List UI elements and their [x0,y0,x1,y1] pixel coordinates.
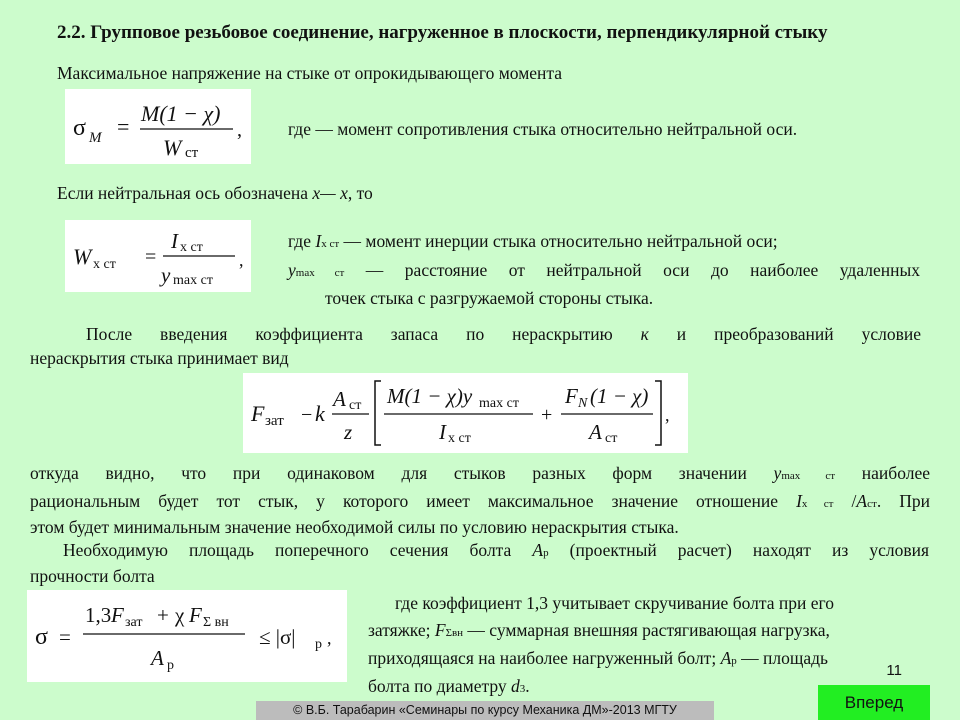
formula1-sigma-sub: M [89,130,102,146]
svg-text:+: + [541,404,553,426]
where-coefficient-line3: приходящаяся на наиболее нагруженный болт; Aр — площадь [368,648,829,668]
svg-text:р: р [315,637,322,652]
svg-text:max ст: max ст [479,396,519,411]
svg-text:y: y [161,263,171,287]
svg-text:F: F [565,384,578,408]
svg-text:x ст: x ст [93,257,116,272]
svg-text:A: A [333,387,346,411]
svg-text:р: р [167,658,174,673]
svg-text:=: = [59,625,71,649]
formula1-sigma: σ [73,115,86,141]
formula-section-modulus [65,220,251,292]
svg-text:k: k [315,401,325,426]
formula1-denominator-sub: ст [185,145,199,161]
svg-text:A: A [589,420,602,444]
svg-text:I: I [439,420,446,444]
svg-text:x ст: x ст [448,431,471,446]
conclusion-line1: откуда видно, что при одинаковом для стыков разных форм значении ymax ст наиболее [30,463,930,483]
svg-text:1,3: 1,3 [85,603,112,627]
svg-text:max ст: max ст [173,273,213,288]
svg-text:=: = [145,246,157,268]
conclusion-line3: этом будет минимальным значение необходимой силы по условию нераскрытия стыка. [30,517,679,537]
svg-text:I: I [171,229,178,253]
neutral-axis-text: Если нейтральная ось обозначена x— x, то [57,183,373,203]
where-section-modulus: где — момент сопротивления стыка относительно нейтральной оси. [288,119,798,139]
bolt-area-line2: прочности болта [30,566,155,586]
formula-max-stress [65,89,251,164]
where-inertia-line3: точек стыка с разгружаемой стороны стыка. [325,288,654,308]
where-coefficient-line1: где коэффициент 1,3 учитывает скручивание болта при его [395,593,834,613]
intro-text: Максимальное напряжение на стыке от опрокидывающего момента [57,63,563,83]
svg-text:M(1 − χ)y: M(1 − χ)y [387,384,473,408]
svg-text:A: A [151,646,164,670]
svg-text:,: , [665,405,670,425]
svg-text:,: , [327,628,332,648]
svg-text:Σ вн: Σ вн [203,615,229,630]
svg-text:ст: ст [605,431,618,446]
svg-text:=: = [117,114,130,139]
svg-text:зат: зат [125,615,143,630]
svg-text:+: + [157,603,169,627]
where-inertia-line1: где Ix ст — момент инерции стыка относительно нейтральной оси; [288,231,778,251]
formula-non-opening-condition [243,373,688,453]
bolt-area-line1: Необходимую площадь поперечного сечения болта Aр (проектный расчет) находят из условия [63,540,930,560]
svg-text:−: − [301,404,313,426]
where-coefficient-line4: болта по диаметру d3. [368,676,530,696]
footer-copyright: © В.Б. Тарабарин «Семинары по курсу Механика ДМ»-2013 МГТУ [256,701,714,720]
conclusion-line2: рациональным будет тот стык, у которого имеет максимальное значение отношение Ix ст /Aст. При [30,491,930,511]
formula1-numerator: M(1 − χ) [141,101,221,126]
where-inertia-line2: ymax ст — расстояние от нейтральной оси до наиболее удаленных [288,260,920,280]
where-coefficient-line2: затяжке; FΣвн — суммарная внешняя растягивающая нагрузка, [368,620,830,640]
svg-text:,: , [237,119,242,141]
svg-text:F: F [111,603,124,627]
svg-text:ст: ст [349,398,362,413]
svg-text:z: z [344,420,353,444]
svg-text:x ст: x ст [180,240,203,255]
formula-bolt-strength [27,590,347,682]
section-title: 2.2. Групповое резьбовое соединение, нагруженное в плоскости, перпендикулярной стыку [57,22,828,43]
formula1-denominator: W [163,135,182,160]
svg-text:σ: σ [35,624,48,650]
svg-text:W: W [73,244,92,269]
svg-text:N: N [578,396,588,411]
svg-text:зат: зат [265,413,284,429]
svg-text:F: F [251,401,265,426]
svg-text:χ: χ [175,603,185,627]
next-button[interactable]: Вперед [818,685,930,720]
svg-text:,: , [239,250,244,270]
svg-text:F: F [189,603,202,627]
page-number: 11 [886,662,902,679]
svg-text:≤ |σ|: ≤ |σ| [259,625,296,649]
svg-text:(1 − χ): (1 − χ) [590,384,649,408]
paragraph-after-line1: После введения коэффициента запаса по нераскрытию к и преобразований условие [86,324,921,344]
paragraph-after-line2: нераскрытия стыка принимает вид [30,348,289,368]
